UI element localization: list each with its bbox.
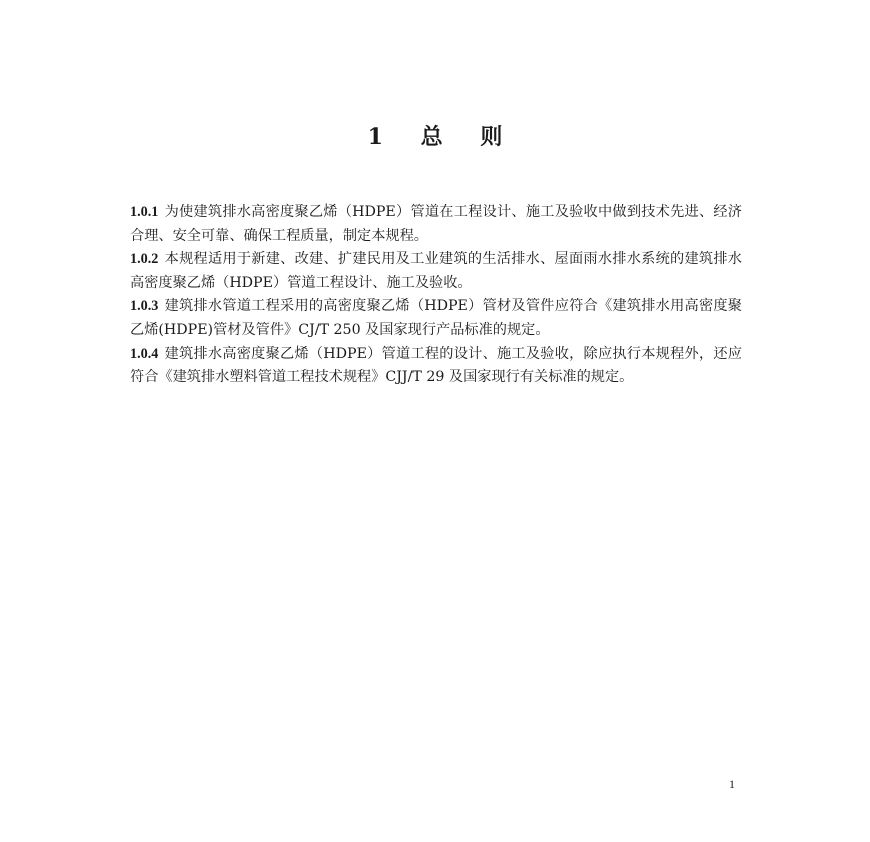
clause-1-0-4 xyxy=(130,343,742,390)
chapter-title-char-2: 则 xyxy=(480,124,503,150)
clause-number: 1.0.4 xyxy=(130,345,159,362)
clauses-section xyxy=(130,201,742,390)
chapter-title-char-1: 总 xyxy=(420,124,443,150)
clause-text: 建筑排水高密度聚乙烯（HDPE）管道工程的设计、施工及验收，除应执行本规程外，还应符合《建筑排水塑料管道工程技术规程》CJJ/T 29 及国家现行有关标准的规定。 xyxy=(130,345,742,386)
clause-text: 为使建筑排水高密度聚乙烯（HDPE）管道在工程设计、施工及验收中做到技术先进、经济合理、安全可靠、确保工程质量，制定本规程。 xyxy=(130,204,742,244)
chapter-title xyxy=(0,120,870,151)
clause-number: 1.0.2 xyxy=(130,251,159,268)
clause-text: 本规程适用于新建、改建、扩建民用及工业建筑的生活排水、屋面雨水排水系统的建筑排水高密度聚乙烯（HDPE）管道工程设计、施工及验收。 xyxy=(130,251,742,291)
clause-text: 建筑排水管道工程采用的高密度聚乙烯（HDPE）管材及管件应符合《建筑排水用高密度聚乙烯(HDPE)管材及管件》CJ/T 250 及国家现行产品标准的规定。 xyxy=(130,298,742,338)
page-number: 1 xyxy=(729,777,735,791)
clause-number: 1.0.3 xyxy=(130,298,159,315)
clause-1-0-2 xyxy=(130,248,742,295)
clause-1-0-3 xyxy=(130,295,742,342)
chapter-number: 1 xyxy=(367,124,383,150)
clause-1-0-1 xyxy=(130,201,742,248)
clause-number: 1.0.1 xyxy=(130,204,159,220)
